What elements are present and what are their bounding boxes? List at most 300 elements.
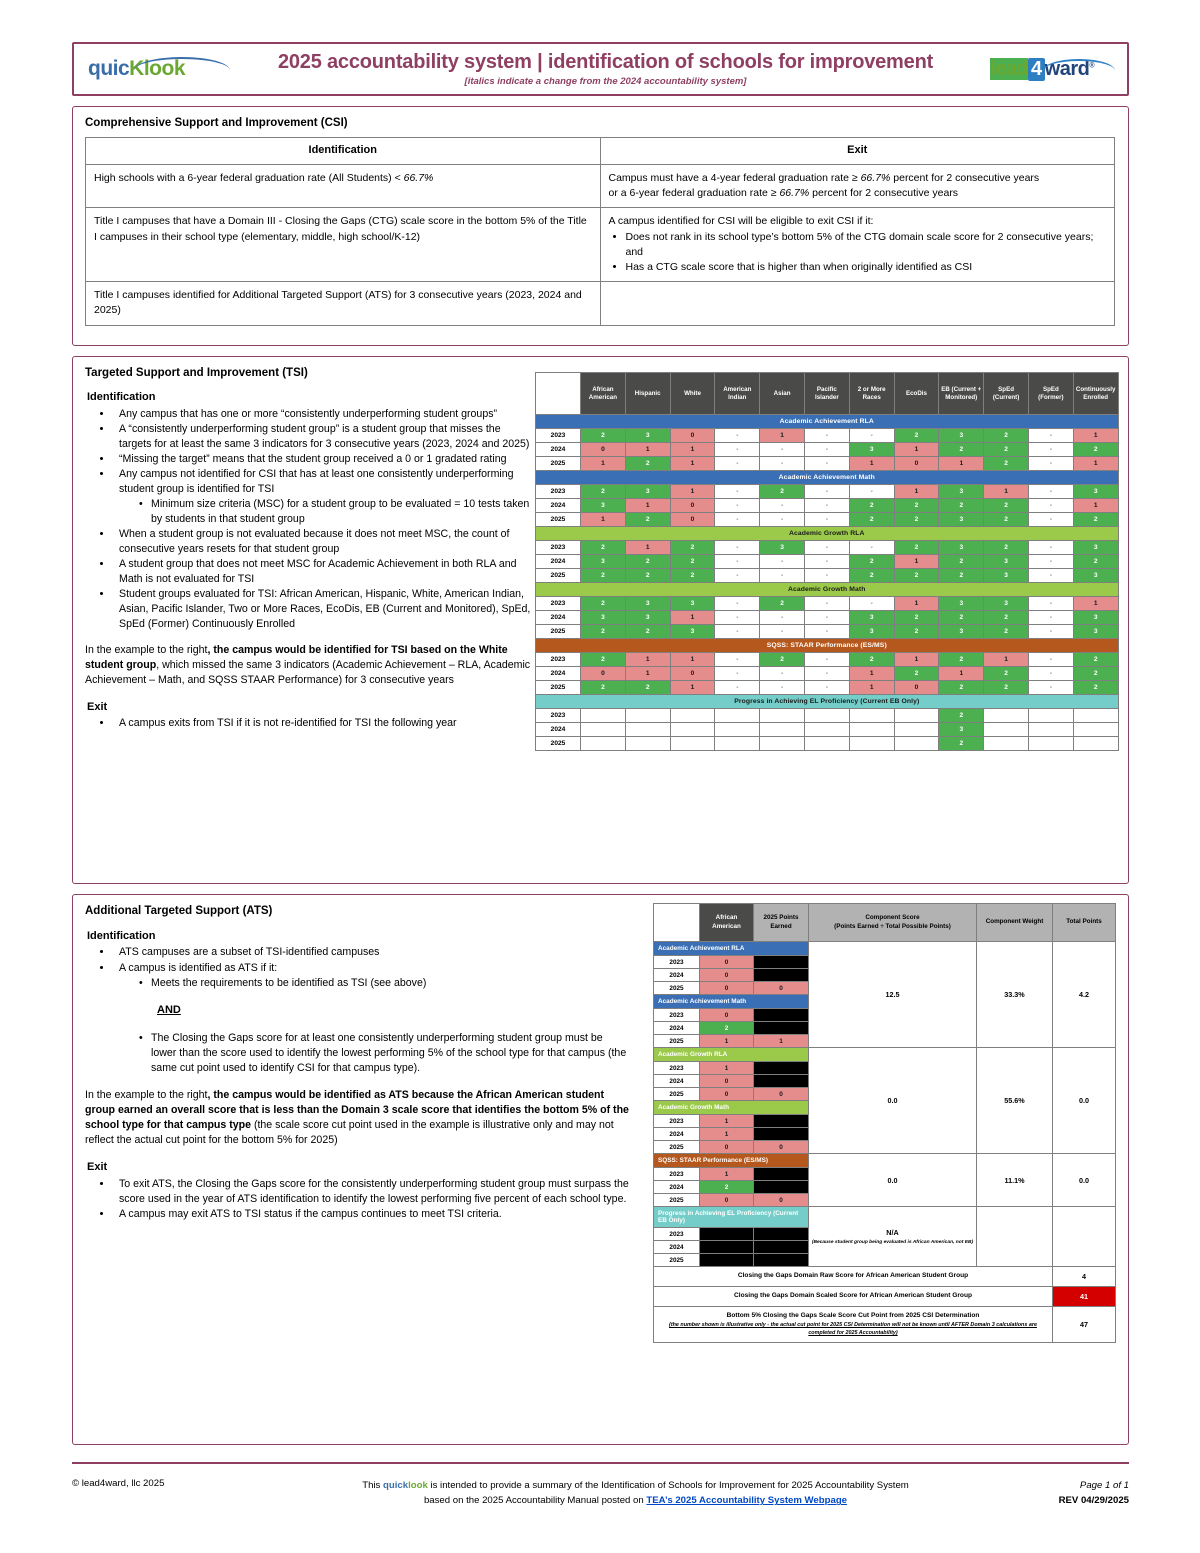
tsi-matrix-cell: 0: [670, 499, 715, 513]
tsi-col-sped-current: SpEd (Current): [984, 373, 1029, 415]
tsi-matrix-cell: [1028, 709, 1073, 723]
quicklook-logo-part3: look: [143, 57, 186, 80]
tsi-matrix-cell: 0: [670, 513, 715, 527]
csi-row1-exit-l1a: Campus must have a 4-year federal graduation rate ≥: [608, 171, 861, 184]
csi-row1-exit-l2i: 66.7%: [779, 187, 810, 200]
tsi-col-hispanic: Hispanic: [625, 373, 670, 415]
footer-quicklook-q1: quick: [383, 1480, 409, 1491]
ats-points-earned-cell: [754, 1168, 809, 1181]
ats-points-earned-cell: 0: [754, 1194, 809, 1207]
tsi-col-continuously-enrolled: Continuously Enrolled: [1073, 373, 1118, 415]
ats-year-label: 2024: [654, 1241, 700, 1254]
ats-points-earned-cell: 0: [754, 982, 809, 995]
ats-year-label: 2023: [654, 1168, 700, 1181]
tsi-matrix-cell: 2: [894, 541, 939, 555]
tsi-matrix-cell: 2: [894, 429, 939, 443]
tsi-matrix-cell: 1: [625, 653, 670, 667]
tsi-matrix-cell: -: [1028, 443, 1073, 457]
lead4ward-logo-part3: ward: [1044, 57, 1090, 80]
tsi-matrix-cell: -: [715, 625, 760, 639]
tsi-matrix-cell: -: [1028, 667, 1073, 681]
ats-component-score-note: (Because student group being evaluated is African American, not EB): [811, 1240, 974, 1245]
ats-component-score: 0.0: [809, 1154, 977, 1207]
ats-points-earned-cell: [754, 1128, 809, 1141]
ats-col-points-earned: 2025 Points Earned: [754, 904, 809, 942]
tsi-matrix-cell: -: [804, 681, 849, 695]
tsi-matrix-cell: 1: [670, 485, 715, 499]
tsi-year-label: 2023: [536, 429, 581, 443]
ats-points-earned-cell: [754, 1181, 809, 1194]
tsi-matrix-cell: 3: [581, 611, 626, 625]
tsi-band-row: [536, 471, 1119, 485]
tsi-matrix-cell: -: [804, 597, 849, 611]
tsi-matrix-body: [536, 415, 1119, 751]
tsi-matrix-cell: -: [715, 541, 760, 555]
ats-summary-row: [654, 1267, 1116, 1287]
tsi-band-label: Academic Achievement RLA: [536, 415, 1119, 429]
tsi-matrix-cell: 1: [625, 541, 670, 555]
table-row: [536, 667, 1119, 681]
ats-points-earned-cell: [754, 1254, 809, 1267]
tsi-matrix-cell: 1: [894, 443, 939, 457]
tsi-matrix-wrapper: [535, 372, 1118, 751]
tsi-matrix-cell: 3: [760, 541, 805, 555]
tsi-matrix-cell: [760, 709, 805, 723]
tsi-matrix-cell: [760, 723, 805, 737]
table-row: [86, 164, 1115, 207]
tsi-matrix-cell: 2: [1073, 513, 1118, 527]
tsi-matrix-cell: 1: [894, 653, 939, 667]
tsi-matrix-cell: 2: [581, 429, 626, 443]
tsi-matrix-cell: [894, 737, 939, 751]
tsi-year-label: 2025: [536, 737, 581, 751]
tsi-matrix-cell: 2: [939, 737, 984, 751]
ats-rating-cell: 0: [700, 1141, 754, 1154]
csi-row2-exit: [600, 208, 1115, 282]
tsi-matrix-cell: 2: [1073, 681, 1118, 695]
ats-points-earned-cell: [754, 956, 809, 969]
ats-band-label: Academic Achievement Math: [654, 995, 809, 1009]
tsi-matrix-cell: 2: [760, 597, 805, 611]
tsi-example-post: , which missed the same 3 indicators (Academic Achievement – RLA, Academic Achievement – Math, and SQSS STAAR Performance) for 3 consecutive years: [85, 659, 531, 687]
table-row: [536, 499, 1119, 513]
ats-bullet-2-text: A campus is identified as ATS if it:: [119, 961, 278, 974]
ats-summary-value: 41: [1053, 1286, 1116, 1306]
csi-col-exit: Exit: [600, 138, 1115, 165]
ats-example-post: (the scale score cut point used in the example is illustrative only and may not reflect the actual cut point for the bottom 5% for 2025): [85, 1119, 614, 1147]
tsi-band-label: Academic Growth Math: [536, 583, 1119, 597]
tsi-matrix-cell: 2: [939, 611, 984, 625]
table-header-row: [86, 138, 1115, 165]
tsi-matrix-cell: 2: [581, 485, 626, 499]
csi-row1-exit-l1b: percent for 2 consecutive years: [890, 171, 1040, 184]
ats-band-row: [654, 1207, 1116, 1228]
table-header-row: [654, 904, 1116, 942]
csi-row2-identification: Title I campuses that have a Domain III - Closing the Gaps (CTG) scale score in the bottom 5% of the Title I campuses in their school type (elementary, middle, high school/K-12): [86, 208, 601, 282]
document-footer: [72, 1478, 1129, 1509]
header-text-block: [254, 51, 957, 87]
tsi-matrix-cell: 3: [849, 443, 894, 457]
list-item: • Any campus that has one or more “consistently underperforming student groups”: [113, 407, 533, 422]
tsi-matrix-cell: 1: [1073, 429, 1118, 443]
list-item: [113, 961, 630, 1077]
ats-rating-cell: 2: [700, 1022, 754, 1035]
tsi-matrix-cell: 2: [670, 569, 715, 583]
tsi-matrix-cell: 2: [849, 513, 894, 527]
tsi-matrix-cell: 3: [849, 625, 894, 639]
tsi-matrix-cell: [804, 709, 849, 723]
table-row: [536, 457, 1119, 471]
csi-section: [72, 106, 1129, 346]
tsi-matrix-cell: 1: [849, 667, 894, 681]
footer-center-pre: This: [362, 1480, 383, 1491]
tsi-matrix-cell: [849, 723, 894, 737]
ats-band-row: [654, 1048, 1116, 1062]
quicklook-logo-part1: quic: [88, 57, 130, 80]
tsi-col-white: White: [670, 373, 715, 415]
tsi-matrix-cell: -: [760, 499, 805, 513]
csi-row1-exit-l2a: or a 6-year federal graduation rate ≥: [608, 187, 780, 200]
tsi-matrix-cell: 2: [894, 667, 939, 681]
table-row: [536, 653, 1119, 667]
tsi-matrix-cell: 3: [1073, 541, 1118, 555]
ats-year-label: 2024: [654, 969, 700, 982]
tsi-example-bold: , the campus would be identified for TSI based on the White student group: [85, 644, 508, 672]
tsi-year-label: 2023: [536, 709, 581, 723]
list-item: • Student groups evaluated for TSI: African American, Hispanic, White, American Indian, Asian, Pacific Islander, Two or More Races, EcoDis, EB (Current and Monitored), SpEd, SpEd (Former) Continuously Enrolled: [113, 587, 533, 632]
ats-rating-cell: 1: [700, 1115, 754, 1128]
tsi-matrix-cell: [894, 723, 939, 737]
tsi-band-row: [536, 639, 1119, 653]
tsi-matrix-cell: [715, 723, 760, 737]
tsi-sub-bullet-list: [119, 497, 533, 527]
tsi-matrix-cell: 3: [939, 485, 984, 499]
tsi-year-label: 2023: [536, 485, 581, 499]
ats-rating-cell: 2: [700, 1181, 754, 1194]
footer-line-1: [302, 1478, 969, 1493]
tsi-matrix-cell: 2: [939, 555, 984, 569]
tsi-matrix-cell: 2: [894, 499, 939, 513]
ats-total-points: 4.2: [1053, 942, 1116, 1048]
tea-webpage-link[interactable]: TEA’s 2025 Accountability System Webpage: [646, 1495, 848, 1507]
list-item: • Does not rank in its school type’s bottom 5% of the CTG domain scale score for 2 consecutive years; and: [626, 230, 1107, 260]
list-item: • A “consistently underperforming student group” is a student group that misses the targets for at least the same 3 indicators for 3 consecutive years (2023, 2024 and 2025): [113, 422, 533, 452]
tsi-matrix-cell: 1: [670, 443, 715, 457]
tsi-matrix-cell: -: [1028, 597, 1073, 611]
tsi-matrix-cell: 3: [670, 625, 715, 639]
quicklook-logo: [74, 57, 254, 81]
tsi-matrix-cell: 3: [939, 723, 984, 737]
tsi-matrix-cell: 2: [984, 499, 1029, 513]
footer-divider: [72, 1462, 1129, 1464]
tsi-matrix-cell: -: [849, 429, 894, 443]
tsi-matrix-cell: 2: [760, 485, 805, 499]
tsi-year-label: 2024: [536, 723, 581, 737]
tsi-matrix-cell: 2: [849, 653, 894, 667]
csi-row3-identification: Title I campuses identified for Additional Targeted Support (ATS) for 3 consecutive years (2023, 2024 and 2025): [86, 282, 601, 325]
csi-row1-exit: [600, 164, 1115, 207]
tsi-col-ecodis: EcoDis: [894, 373, 939, 415]
tsi-matrix-cell: 0: [894, 457, 939, 471]
list-item: • To exit ATS, the Closing the Gaps score for the consistently underperforming student group must surpass the score used in the year of ATS identification to identify the lowest performing five percent of each school type.: [113, 1177, 630, 1208]
tsi-matrix-cell: 2: [1073, 555, 1118, 569]
ats-total-points: [1053, 1207, 1116, 1267]
tsi-matrix-cell: 2: [581, 681, 626, 695]
ats-year-label: 2025: [654, 1254, 700, 1267]
ats-identification-label: Identification: [87, 929, 156, 942]
tsi-matrix-cell: -: [1028, 625, 1073, 639]
ats-component-weight: 11.1%: [977, 1154, 1053, 1207]
ats-summary-label: Closing the Gaps Domain Scaled Score for African American Student Group: [654, 1286, 1053, 1306]
tsi-matrix-cell: [984, 709, 1029, 723]
lead4ward-logo-part2: 4: [1028, 58, 1045, 81]
tsi-matrix-cell: 3: [625, 611, 670, 625]
ats-summary-label: Closing the Gaps Domain Raw Score for African American Student Group: [654, 1267, 1053, 1287]
tsi-matrix-cell: -: [760, 457, 805, 471]
ats-points-earned-cell: [754, 1115, 809, 1128]
ats-year-label: 2023: [654, 956, 700, 969]
tsi-matrix-cell: [670, 723, 715, 737]
tsi-band-row: [536, 583, 1119, 597]
ats-points-earned-cell: [754, 1075, 809, 1088]
tsi-matrix-cell: -: [760, 555, 805, 569]
tsi-matrix-cell: 1: [625, 443, 670, 457]
tsi-matrix-cell: 2: [984, 443, 1029, 457]
tsi-matrix-cell: 3: [581, 499, 626, 513]
tsi-matrix-cell: 2: [1073, 667, 1118, 681]
footer-line2-pre: based on the 2025 Accountability Manual posted on: [423, 1495, 647, 1507]
footer-quicklook-q2: look: [408, 1480, 428, 1491]
ats-year-label: 2025: [654, 982, 700, 995]
footer-revision: REV 04/29/2025: [1058, 1495, 1129, 1507]
lead4ward-registered-icon: ®: [1089, 61, 1094, 69]
tsi-band-row: [536, 527, 1119, 541]
ats-rating-cell: 0: [700, 969, 754, 982]
tsi-matrix-cell: 0: [670, 667, 715, 681]
list-item: • A campus exits from TSI if it is not re-identified for TSI the following year: [113, 716, 533, 731]
tsi-year-label: 2023: [536, 597, 581, 611]
tsi-matrix-cell: 3: [984, 569, 1029, 583]
tsi-matrix-cell: 1: [984, 485, 1029, 499]
tsi-col-american-indian: American Indian: [715, 373, 760, 415]
ats-col-component-score-main: Component Score: [865, 914, 920, 922]
tsi-matrix-cell: 2: [1073, 443, 1118, 457]
tsi-matrix-cell: 1: [939, 457, 984, 471]
tsi-matrix-cell: -: [804, 611, 849, 625]
tsi-identification-label: Identification: [87, 391, 156, 404]
tsi-matrix-cell: [581, 723, 626, 737]
tsi-col-sped-former: SpEd (Former): [1028, 373, 1073, 415]
ats-example-paragraph: [85, 1088, 630, 1149]
ats-total-points: 0.0: [1053, 1048, 1116, 1154]
tsi-year-label: 2023: [536, 653, 581, 667]
document-header: [72, 42, 1129, 96]
tsi-matrix-cell: 2: [625, 555, 670, 569]
ats-example-pre: In the example to the right: [85, 1088, 208, 1101]
ats-col-total-points: Total Points: [1053, 904, 1116, 942]
csi-row1-identification: [86, 164, 601, 207]
tsi-matrix-cell: -: [804, 457, 849, 471]
list-item: • “Missing the target” means that the student group received a 0 or 1 gradated rating: [113, 452, 533, 467]
tsi-matrix-cell: 3: [1073, 485, 1118, 499]
tsi-matrix-cell: -: [1028, 499, 1073, 513]
list-item: • A student group that does not meet MSC for Academic Achievement in both RLA and Math is not evaluated for TSI: [113, 557, 533, 587]
tsi-matrix-cell: 0: [581, 443, 626, 457]
tsi-matrix-cell: 0: [670, 429, 715, 443]
tsi-matrix-cell: -: [804, 569, 849, 583]
ats-year-label: 2025: [654, 1194, 700, 1207]
ats-example-bold: , the campus would be identified as ATS because the African American student group earned an overall score that is less than the Domain 3 scale score that identifies the bottom 5% of the school type for that campus type: [85, 1088, 629, 1132]
ats-band-label: Progress in Achieving EL Proficiency (Current EB Only): [654, 1207, 809, 1228]
tsi-matrix-cell: -: [849, 485, 894, 499]
list-item: • Meets the requirements to be identified as TSI (see above): [141, 976, 630, 991]
lead4ward-logo-part1: lead: [989, 57, 1029, 80]
csi-section-title: Comprehensive Support and Improvement (CSI): [85, 117, 348, 129]
tsi-matrix-cell: 1: [894, 485, 939, 499]
tsi-band-label: SQSS: STAAR Performance (ES/MS): [536, 639, 1119, 653]
tsi-band-label: Progress in Achieving EL Proficiency (Current EB Only): [536, 695, 1119, 709]
tsi-matrix-cell: -: [715, 443, 760, 457]
tsi-matrix-cell: [804, 723, 849, 737]
tsi-matrix-cell: [849, 737, 894, 751]
footer-meta: [969, 1478, 1129, 1509]
tsi-year-label: 2025: [536, 513, 581, 527]
tsi-matrix-cell: -: [1028, 429, 1073, 443]
tsi-matrix-cell: 3: [1073, 611, 1118, 625]
ats-rating-cell: 1: [700, 1035, 754, 1048]
tsi-matrix-cell: 2: [625, 569, 670, 583]
csi-table: [85, 137, 1115, 326]
ats-summary-value: 47: [1053, 1306, 1116, 1342]
tsi-matrix-cell: -: [715, 499, 760, 513]
page-title: 2025 accountability system | identification of schools for improvement: [277, 51, 934, 73]
tsi-matrix-cell: 1: [625, 667, 670, 681]
tsi-matrix-cell: 2: [625, 513, 670, 527]
tsi-matrix-cell: [670, 709, 715, 723]
table-row: [86, 282, 1115, 325]
ats-rating-cell: 1: [700, 1128, 754, 1141]
tsi-matrix-cell: 3: [939, 541, 984, 555]
tsi-matrix-cell: 2: [849, 569, 894, 583]
ats-text-column: [85, 903, 630, 1222]
tsi-matrix-cell: 3: [939, 625, 984, 639]
csi-row1-exit-l1i: 66.7%: [860, 171, 891, 184]
ats-rating-cell: 0: [700, 1075, 754, 1088]
tsi-matrix-cell: -: [760, 513, 805, 527]
tsi-matrix-cell: -: [804, 499, 849, 513]
tsi-year-label: 2024: [536, 611, 581, 625]
tsi-matrix-cell: [1073, 737, 1118, 751]
tsi-matrix-cell: 2: [581, 569, 626, 583]
tsi-matrix-cell: -: [715, 429, 760, 443]
ats-band-label: Academic Growth Math: [654, 1101, 809, 1115]
footer-copyright: © lead4ward, llc 2025: [72, 1478, 165, 1489]
tsi-matrix-cell: -: [760, 667, 805, 681]
tsi-exit-label: Exit: [87, 700, 108, 713]
ats-matrix-table: [653, 903, 1116, 1343]
tsi-matrix-cell: [625, 709, 670, 723]
csi-row2-exit-list: [609, 230, 1107, 276]
tsi-matrix-cell: -: [1028, 555, 1073, 569]
tsi-matrix-cell: -: [760, 681, 805, 695]
ats-band-label: SQSS: STAAR Performance (ES/MS): [654, 1154, 809, 1168]
tsi-matrix-cell: -: [804, 653, 849, 667]
ats-year-label: 2023: [654, 1062, 700, 1075]
tsi-matrix-cell: 1: [1073, 597, 1118, 611]
tsi-year-label: 2024: [536, 667, 581, 681]
tsi-matrix-cell: 1: [1073, 457, 1118, 471]
ats-band-row: [654, 942, 1116, 956]
table-row: [536, 597, 1119, 611]
tsi-col-asian: Asian: [760, 373, 805, 415]
tsi-matrix-cell: -: [1028, 611, 1073, 625]
ats-rating-cell: 1: [700, 1168, 754, 1181]
tsi-matrix-cell: 3: [849, 611, 894, 625]
tsi-section-title: Targeted Support and Improvement (TSI): [85, 367, 308, 379]
tsi-matrix-cell: 2: [939, 443, 984, 457]
table-row: [536, 569, 1119, 583]
ats-rating-cell: [700, 1254, 754, 1267]
tsi-matrix-cell: -: [715, 597, 760, 611]
ats-rating-cell: 0: [700, 1009, 754, 1022]
ats-matrix-body: [654, 942, 1116, 1343]
tsi-col-eb: EB (Current + Monitored): [939, 373, 984, 415]
ats-rating-cell: 0: [700, 982, 754, 995]
ats-col-african-american: African American: [700, 904, 754, 942]
tsi-matrix-cell: 2: [581, 653, 626, 667]
tsi-matrix-cell: 2: [625, 457, 670, 471]
ats-year-label: 2025: [654, 1088, 700, 1101]
csi-row3-exit: [600, 282, 1115, 325]
tsi-matrix-cell: 1: [984, 653, 1029, 667]
tsi-matrix-cell: -: [715, 569, 760, 583]
ats-matrix-corner: [654, 904, 700, 942]
tsi-exit-list: [85, 716, 533, 731]
tsi-matrix-cell: 1: [670, 653, 715, 667]
footer-center-text: [302, 1478, 969, 1509]
ats-col-component-score: [809, 904, 977, 942]
tsi-matrix-cell: 1: [760, 429, 805, 443]
tsi-matrix-cell: -: [715, 457, 760, 471]
tsi-matrix-cell: 2: [581, 625, 626, 639]
lead4ward-logo: [957, 58, 1127, 81]
tsi-matrix-cell: -: [715, 513, 760, 527]
csi-row1-exit-l2b: percent for 2 consecutive years: [809, 187, 959, 200]
tsi-matrix-cell: 3: [939, 597, 984, 611]
tsi-year-label: 2025: [536, 681, 581, 695]
tsi-matrix-cell: [804, 737, 849, 751]
tsi-matrix-cell: 1: [625, 499, 670, 513]
table-header-row: [536, 373, 1119, 415]
ats-rating-cell: 1: [700, 1062, 754, 1075]
ats-component-score: N/A (Because student group being evaluated is African American, not EB): [809, 1207, 977, 1267]
tsi-matrix-cell: 1: [670, 681, 715, 695]
tsi-matrix-cell: -: [849, 541, 894, 555]
tsi-matrix-cell: -: [715, 611, 760, 625]
tsi-matrix-cell: 2: [939, 499, 984, 513]
ats-section-title: Additional Targeted Support (ATS): [85, 905, 273, 917]
tsi-matrix-cell: -: [804, 485, 849, 499]
tsi-matrix-cell: 2: [939, 709, 984, 723]
tsi-matrix-cell: 1: [894, 555, 939, 569]
table-row: [536, 429, 1119, 443]
table-row: [536, 737, 1119, 751]
tsi-matrix-cell: -: [760, 443, 805, 457]
tsi-band-label: Academic Achievement Math: [536, 471, 1119, 485]
tsi-matrix-table: [535, 372, 1119, 751]
tsi-matrix-cell: 2: [939, 681, 984, 695]
tsi-matrix-cell: -: [1028, 681, 1073, 695]
